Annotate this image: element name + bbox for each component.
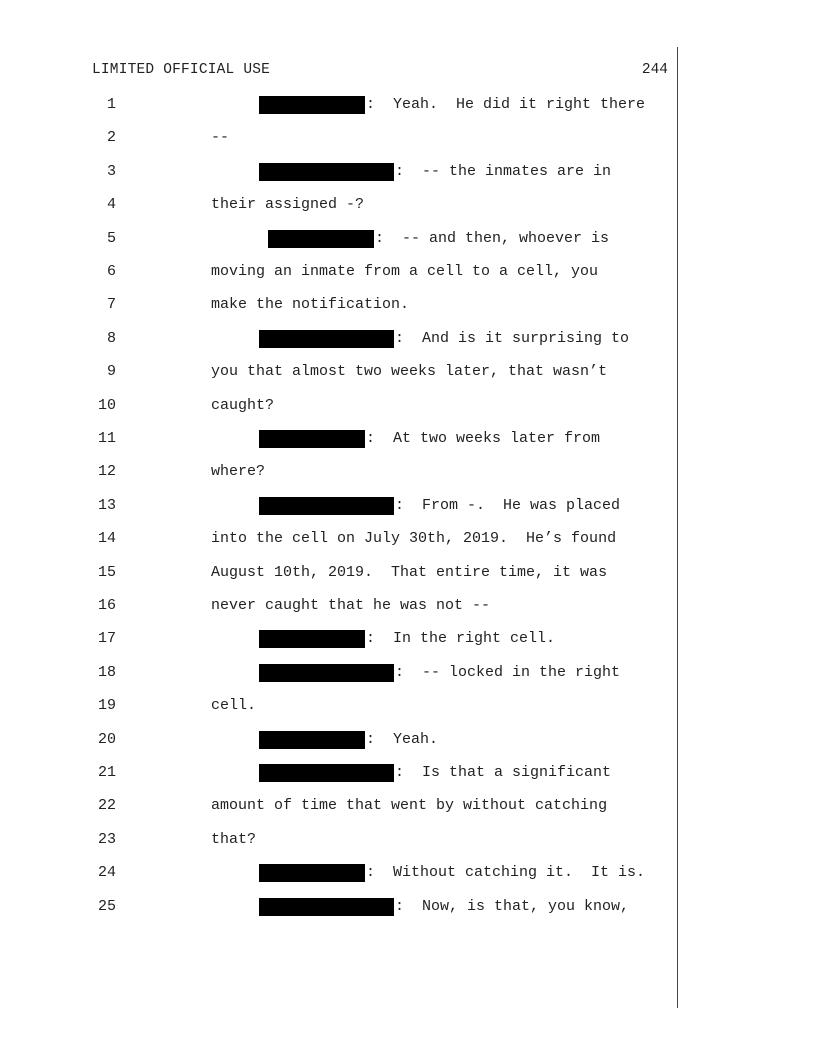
line-number: 19 [97, 697, 116, 715]
transcript-line [0, 497, 680, 519]
redacted-speaker-name [259, 664, 394, 682]
transcript-line [0, 764, 680, 786]
transcript-line [0, 664, 680, 686]
line-number: 4 [106, 196, 116, 214]
transcript-line [0, 96, 680, 118]
transcript-line [0, 463, 680, 485]
line-number: 1 [106, 96, 116, 113]
redacted-speaker-name [268, 230, 374, 248]
redacted-speaker-name [259, 497, 394, 515]
redacted-speaker-name [259, 731, 365, 749]
transcript-line [0, 296, 680, 318]
redacted-speaker-name [259, 764, 394, 782]
redacted-speaker-name [259, 163, 394, 181]
line-number: 16 [97, 597, 116, 614]
transcript-line [0, 263, 680, 285]
continuation-text: that? [211, 830, 257, 848]
line-number: 22 [97, 797, 116, 815]
continuation-text: never caught that he was not -- [211, 597, 491, 614]
line-number: 20 [97, 730, 116, 748]
continuation-text: their assigned -? [211, 196, 365, 214]
speaker-utterance: : Yeah. He did it right there [366, 96, 646, 113]
continuation-text: -- [211, 129, 230, 147]
line-number: 23 [97, 830, 116, 848]
continuation-text: you that almost two weeks later, that wasn’t [211, 363, 608, 381]
line-number: 5 [106, 229, 116, 247]
speaker-utterance: : Yeah. [366, 730, 439, 748]
continuation-text: into the cell on July 30th, 2019. He’s found [211, 530, 617, 548]
transcript-line [0, 564, 680, 586]
line-number: 24 [97, 864, 116, 882]
redacted-speaker-name [259, 96, 365, 114]
speaker-utterance: : -- and then, whoever is [375, 229, 610, 247]
line-number: 9 [106, 363, 116, 381]
transcript-line [0, 630, 680, 652]
line-number: 11 [97, 430, 116, 447]
line-number: 7 [106, 296, 116, 314]
line-number: 3 [106, 162, 116, 180]
line-number: 17 [97, 630, 116, 648]
speaker-utterance: : And is it surprising to [395, 329, 630, 347]
redacted-speaker-name [259, 898, 394, 916]
transcript-line [0, 163, 680, 185]
speaker-utterance: : -- the inmates are in [395, 162, 612, 180]
continuation-text: make the notification. [211, 296, 410, 314]
line-number: 12 [97, 463, 116, 481]
continuation-text: August 10th, 2019. That entire time, it was [211, 563, 608, 581]
page-number: 244 [641, 62, 668, 78]
transcript-line [0, 898, 680, 920]
speaker-utterance: : Is that a significant [395, 764, 612, 781]
redacted-speaker-name [259, 430, 365, 448]
speaker-utterance: : Now, is that, you know, [395, 897, 630, 915]
line-number: 6 [106, 263, 116, 280]
transcript-line [0, 363, 680, 385]
transcript-line [0, 430, 680, 452]
transcript-line [0, 196, 680, 218]
continuation-text: amount of time that went by without catching [211, 797, 608, 815]
transcript-line [0, 864, 680, 886]
transcript-line [0, 230, 680, 252]
transcript-line [0, 697, 680, 719]
line-number: 8 [106, 329, 116, 347]
transcript-line [0, 597, 680, 619]
transcript-line [0, 330, 680, 352]
speaker-utterance: : From -. He was placed [395, 496, 621, 514]
continuation-text: cell. [211, 697, 257, 715]
speaker-utterance: : -- locked in the right [395, 663, 621, 681]
redacted-speaker-name [259, 330, 394, 348]
line-number: 13 [97, 496, 116, 514]
redacted-speaker-name [259, 630, 365, 648]
line-number: 15 [97, 563, 116, 581]
line-number: 21 [97, 764, 116, 781]
speaker-utterance: : In the right cell. [366, 630, 556, 648]
speaker-utterance: : At two weeks later from [366, 430, 601, 447]
line-number: 2 [106, 129, 116, 147]
transcript-line [0, 731, 680, 753]
continuation-text: moving an inmate from a cell to a cell, you [211, 263, 599, 280]
line-number: 25 [97, 897, 116, 915]
classification-header: LIMITED OFFICIAL USE [92, 62, 271, 78]
transcript-line [0, 797, 680, 819]
continuation-text: caught? [211, 396, 275, 414]
redacted-speaker-name [259, 864, 365, 882]
speaker-utterance: : Without catching it. It is. [366, 864, 646, 882]
transcript-line [0, 530, 680, 552]
continuation-text: where? [211, 463, 266, 481]
transcript-line [0, 129, 680, 151]
transcript-line [0, 397, 680, 419]
line-number: 10 [97, 396, 116, 414]
line-number: 18 [97, 663, 116, 681]
line-number: 14 [97, 530, 116, 548]
transcript-line [0, 831, 680, 853]
